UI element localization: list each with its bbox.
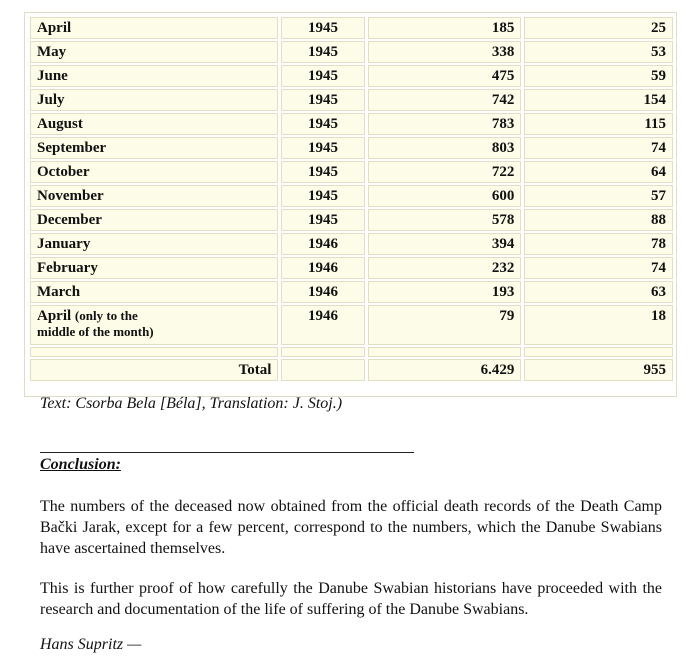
children-cell: 64 bbox=[524, 161, 673, 183]
year-cell: 1945 bbox=[281, 185, 364, 207]
total-deceased: 6.429 bbox=[368, 359, 522, 381]
year-cell: 1945 bbox=[281, 113, 364, 135]
month-cell: November bbox=[30, 185, 278, 207]
month-label: April bbox=[37, 308, 72, 324]
total-children: 955 bbox=[524, 359, 673, 381]
month-cell: January bbox=[30, 233, 278, 255]
deceased-cell: 475 bbox=[368, 65, 522, 87]
children-cell: 25 bbox=[524, 17, 673, 39]
deceased-cell: 79 bbox=[368, 305, 522, 345]
children-cell: 57 bbox=[524, 185, 673, 207]
year-cell: 1945 bbox=[281, 17, 364, 39]
table-total-row bbox=[30, 359, 673, 381]
deceased-cell: 394 bbox=[368, 233, 522, 255]
year-cell: 1945 bbox=[281, 41, 364, 63]
month-cell: March bbox=[30, 281, 278, 303]
table-row bbox=[30, 65, 673, 87]
table-row-april-1946 bbox=[30, 305, 673, 345]
table-row bbox=[30, 257, 673, 279]
children-cell: 18 bbox=[524, 305, 673, 345]
year-cell: 1945 bbox=[281, 161, 364, 183]
deceased-cell: 185 bbox=[368, 17, 522, 39]
deceased-cell: 722 bbox=[368, 161, 522, 183]
table-row bbox=[30, 209, 673, 231]
children-cell: 115 bbox=[524, 113, 673, 135]
month-cell: June bbox=[30, 65, 278, 87]
death-statistics-table bbox=[24, 12, 677, 397]
month-cell: May bbox=[30, 41, 278, 63]
table-row bbox=[30, 281, 673, 303]
children-cell: 74 bbox=[524, 257, 673, 279]
deceased-cell: 578 bbox=[368, 209, 522, 231]
table-row bbox=[30, 161, 673, 183]
deceased-cell: 338 bbox=[368, 41, 522, 63]
month-cell: July bbox=[30, 89, 278, 111]
year-cell: 1945 bbox=[281, 137, 364, 159]
table-row bbox=[30, 113, 673, 135]
table-body bbox=[30, 17, 673, 381]
table-row bbox=[30, 233, 673, 255]
spacer-cell bbox=[30, 347, 278, 357]
section-divider bbox=[40, 452, 414, 453]
deceased-cell: 232 bbox=[368, 257, 522, 279]
deceased-cell: 600 bbox=[368, 185, 522, 207]
deceased-cell: 742 bbox=[368, 89, 522, 111]
table-row bbox=[30, 137, 673, 159]
year-cell: 1946 bbox=[281, 233, 364, 255]
children-cell: 59 bbox=[524, 65, 673, 87]
year-cell: 1946 bbox=[281, 305, 364, 345]
month-cell: April bbox=[30, 17, 278, 39]
children-cell: 74 bbox=[524, 137, 673, 159]
total-label: Total bbox=[30, 359, 278, 381]
month-cell: September bbox=[30, 137, 278, 159]
month-cell: August bbox=[30, 113, 278, 135]
month-cell: October bbox=[30, 161, 278, 183]
table-row bbox=[30, 41, 673, 63]
deceased-cell: 193 bbox=[368, 281, 522, 303]
deceased-cell: 803 bbox=[368, 137, 522, 159]
table-row bbox=[30, 185, 673, 207]
year-cell: 1946 bbox=[281, 257, 364, 279]
children-cell: 88 bbox=[524, 209, 673, 231]
conclusion-heading: Conclusion: bbox=[40, 456, 121, 473]
author-signature: Hans Supritz — bbox=[40, 636, 142, 653]
spacer-cell bbox=[281, 347, 364, 357]
table-spacer-row bbox=[30, 347, 673, 357]
month-cell: February bbox=[30, 257, 278, 279]
spacer-cell bbox=[524, 347, 673, 357]
children-cell: 154 bbox=[524, 89, 673, 111]
table-caption: Text: Csorba Bela [Béla], Translation: J. Stoj.) bbox=[40, 395, 343, 412]
total-year-cell bbox=[281, 359, 364, 381]
table-row bbox=[30, 17, 673, 39]
conclusion-paragraph-2: This is further proof of how carefully the Danube Swabian historians have proceeded with the research and documentation of the life of suffering of the Danube Swabians. bbox=[40, 580, 662, 618]
conclusion-paragraph-1: The numbers of the deceased now obtained from the official death records of the Death Camp Bački Jarak, except for a few percent, correspond to the numbers, which the Danube Swabians have ascertained themselves. bbox=[40, 498, 662, 557]
year-cell: 1945 bbox=[281, 65, 364, 87]
spacer-cell bbox=[368, 347, 522, 357]
year-cell: 1946 bbox=[281, 281, 364, 303]
data-table bbox=[27, 15, 676, 383]
children-cell: 63 bbox=[524, 281, 673, 303]
month-note-line1: (only to the bbox=[74, 308, 138, 323]
children-cell: 53 bbox=[524, 41, 673, 63]
table-row bbox=[30, 89, 673, 111]
month-cell: December bbox=[30, 209, 278, 231]
year-cell: 1945 bbox=[281, 209, 364, 231]
month-cell bbox=[30, 305, 278, 345]
children-cell: 78 bbox=[524, 233, 673, 255]
year-cell: 1945 bbox=[281, 89, 364, 111]
deceased-cell: 783 bbox=[368, 113, 522, 135]
month-note-line2: middle of the month) bbox=[37, 324, 154, 339]
